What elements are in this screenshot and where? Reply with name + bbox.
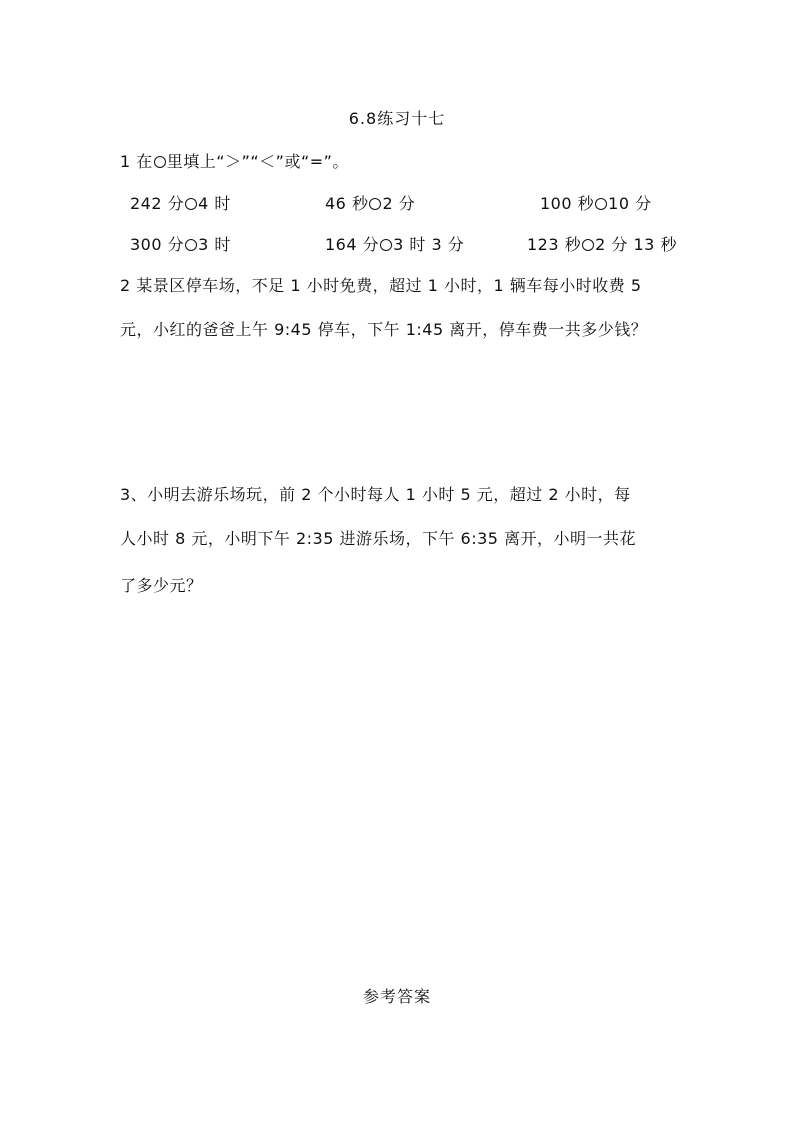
comparison-left: 242 分 [130, 194, 185, 213]
question-1-prompt [120, 149, 349, 172]
comparison-right: 2 分 13 秒 [595, 235, 677, 254]
comparison-item [325, 232, 464, 255]
comparison-left: 100 秒 [540, 194, 595, 213]
answer-key-heading: 参考答案 [362, 987, 431, 1006]
comparison-item [325, 191, 415, 214]
comparison-item [130, 232, 231, 255]
question-2-line-2: 元，小红的爸爸上午 9:45 停车，下午 1:45 离开，停车费一共多少钱？ [120, 320, 648, 339]
comparison-left: 46 秒 [325, 194, 369, 213]
comparison-item [540, 191, 652, 214]
question-1-prompt-post: 里填上“＞”“＜”或“=”。 [166, 152, 349, 171]
comparison-right: 3 时 [198, 235, 231, 254]
question-1-prompt-pre: 1 在 [120, 152, 153, 171]
question-2-line-1: 2 某景区停车场，不足 1 小时免费，超过 1 小时，1 辆车每小时收费 5 [120, 276, 642, 295]
blank-circle-icon [154, 156, 166, 168]
blank-circle-icon[interactable] [595, 198, 607, 210]
comparison-left: 123 秒 [527, 235, 582, 254]
blank-circle-icon[interactable] [380, 239, 392, 251]
comparison-item [527, 232, 677, 255]
blank-circle-icon[interactable] [369, 198, 381, 210]
question-3-line-1: 3、小明去游乐场玩，前 2 个小时每人 1 小时 5 元，超过 2 小时，每 [120, 485, 631, 504]
blank-circle-icon[interactable] [582, 239, 594, 251]
blank-circle-icon[interactable] [185, 198, 197, 210]
blank-circle-icon[interactable] [185, 239, 197, 251]
question-3-line-3: 了多少元？ [120, 576, 203, 595]
comparison-right: 10 分 [608, 194, 652, 213]
comparison-left: 164 分 [325, 235, 380, 254]
comparison-right: 3 时 3 分 [393, 235, 465, 254]
comparison-left: 300 分 [130, 235, 185, 254]
question-3-line-2: 人小时 8 元，小明下午 2:35 进游乐场，下午 6:35 离开，小明一共花 [120, 529, 637, 548]
comparison-right: 2 分 [382, 194, 416, 213]
comparison-item [130, 191, 231, 214]
worksheet-title: 6.8练习十七 [348, 109, 446, 128]
comparison-right: 4 时 [198, 194, 231, 213]
